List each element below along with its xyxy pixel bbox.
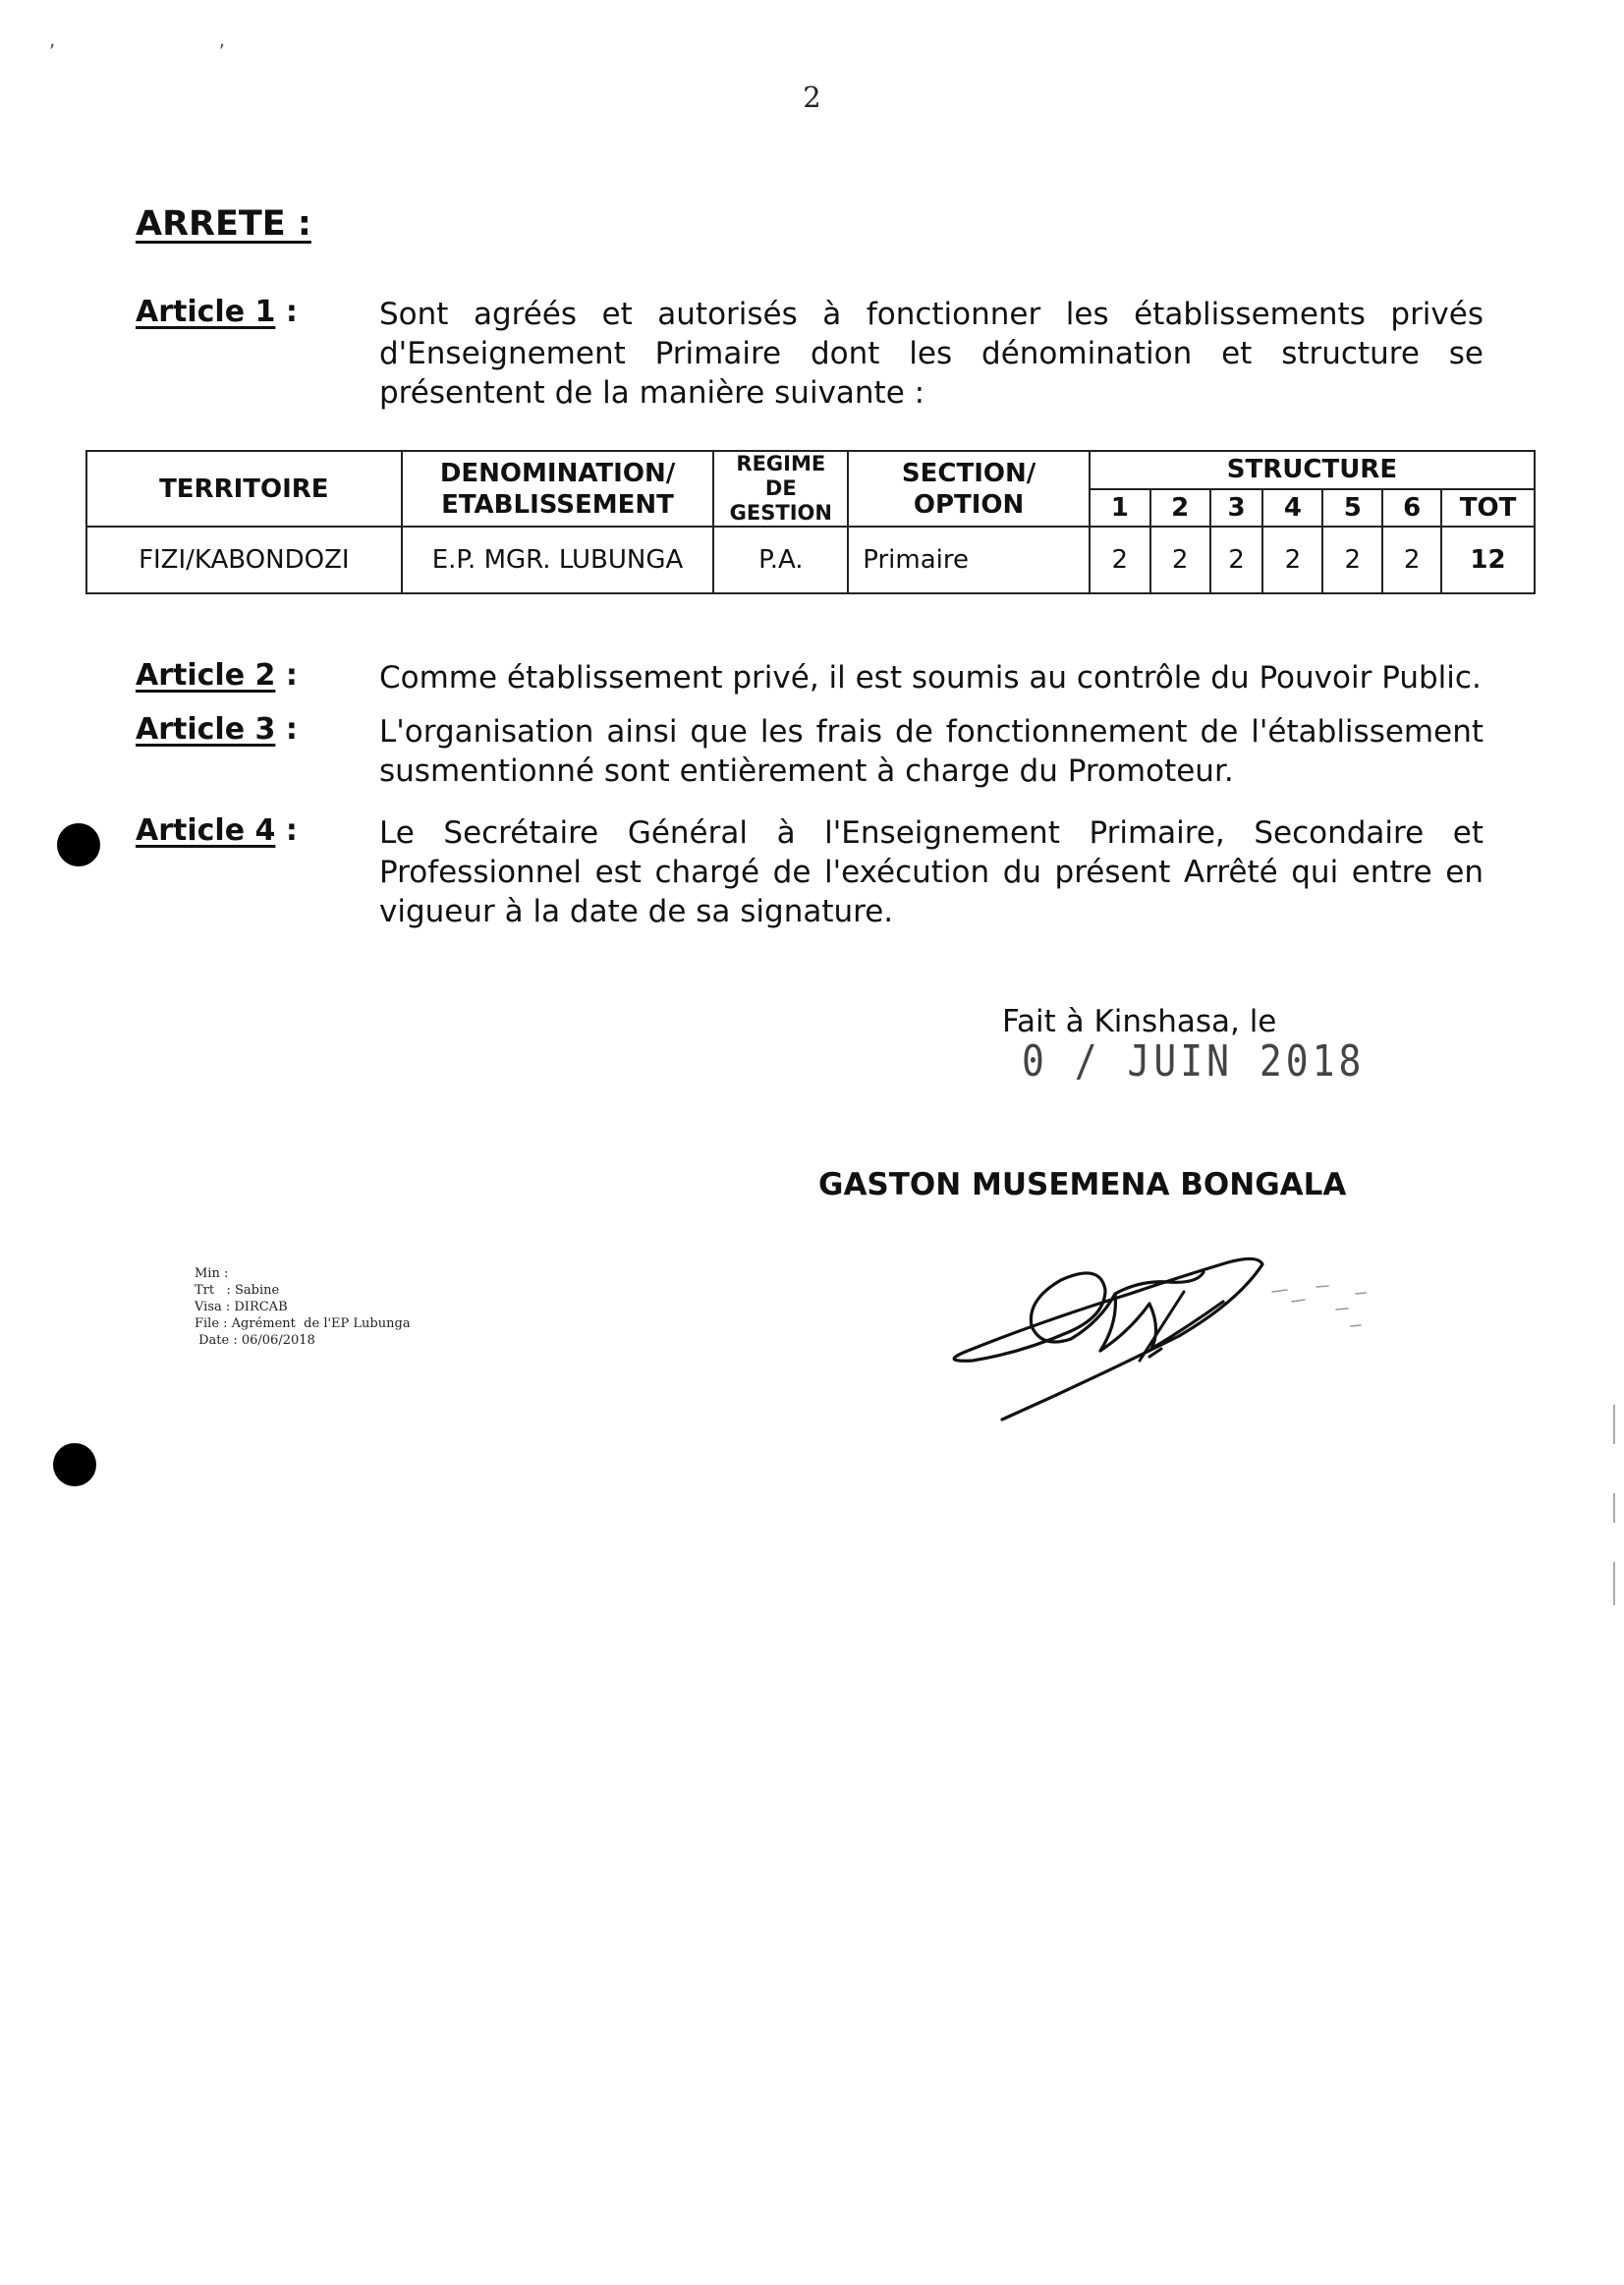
header-year-3: 3 bbox=[1210, 489, 1263, 528]
date-stamp: 0 / JUIN 2018 bbox=[1022, 1035, 1366, 1087]
page-number: 2 bbox=[803, 81, 821, 114]
cell-etablissement: E.P. MGR. LUBUNGA bbox=[402, 527, 714, 593]
header-section: SECTION/ OPTION bbox=[848, 451, 1090, 527]
table-header-row bbox=[86, 451, 1535, 489]
article-1-text: Sont agréés et autorisés à fonctionner les établissements privés d'Enseignement Primaire dont les dénomination et structure se présentent de la manière suivante : bbox=[379, 297, 1484, 411]
article-4-text: Le Secrétaire Général à l'Enseignement Primaire, Secondaire et Professionnel est chargé de l'exécution du présent Arrêté qui entre en vigueur à la date de sa signature. bbox=[379, 815, 1484, 929]
header-year-4: 4 bbox=[1262, 489, 1322, 528]
header-total: TOT bbox=[1441, 489, 1535, 528]
memo-min: Min : bbox=[195, 1266, 229, 1281]
signer-name: GASTON MUSEMENA BONGALA bbox=[818, 1167, 1347, 1202]
place-and-date bbox=[1002, 1004, 1624, 1087]
scan-specks: , , bbox=[49, 28, 305, 51]
cell-total: 12 bbox=[1441, 527, 1535, 593]
article-2-label: Article 2 : bbox=[136, 658, 298, 693]
routing-memo bbox=[195, 1265, 411, 1349]
header-year-6: 6 bbox=[1382, 489, 1441, 528]
header-year-5: 5 bbox=[1322, 489, 1382, 528]
article-3-text: L'organisation ainsi que les frais de fonctionnement de l'établissement susmentionné sont entièrement à charge du Promoteur. bbox=[379, 714, 1484, 789]
cell-year-5: 2 bbox=[1322, 527, 1382, 593]
header-structure: STRUCTURE bbox=[1090, 451, 1535, 489]
cell-section: Primaire bbox=[848, 527, 1090, 593]
decree-heading: ARRETE : bbox=[136, 204, 311, 244]
header-regime: REGIME DE GESTION bbox=[713, 451, 848, 527]
article-1-label: Article 1 : bbox=[136, 295, 298, 329]
cell-year-3: 2 bbox=[1210, 527, 1263, 593]
header-year-1: 1 bbox=[1090, 489, 1150, 528]
cell-year-1: 2 bbox=[1090, 527, 1150, 593]
scan-edge-mark bbox=[1613, 1562, 1615, 1605]
header-denomination: DENOMINATION/ ETABLISSEMENT bbox=[402, 451, 714, 527]
cell-territoire: FIZI/KABONDOZI bbox=[86, 527, 402, 593]
scan-edge-mark bbox=[1613, 1405, 1615, 1444]
punch-hole bbox=[57, 823, 100, 866]
article-3-label: Article 3 : bbox=[136, 712, 298, 747]
article-2-text: Comme établissement privé, il est soumis au contrôle du Pouvoir Public. bbox=[379, 660, 1482, 696]
memo-trt: Trt : Sabine bbox=[195, 1283, 280, 1298]
scan-edge-mark bbox=[1613, 1493, 1615, 1523]
header-territoire: TERRITOIRE bbox=[86, 451, 402, 527]
place-text: Fait à Kinshasa, le bbox=[1002, 1004, 1277, 1039]
schools-table bbox=[85, 450, 1536, 594]
memo-file: File : Agrément de l'EP Lubunga bbox=[195, 1316, 411, 1331]
cell-year-4: 2 bbox=[1262, 527, 1322, 593]
handwritten-signature bbox=[943, 1233, 1415, 1439]
table-row bbox=[86, 527, 1535, 593]
header-year-2: 2 bbox=[1150, 489, 1210, 528]
article-4-label: Article 4 : bbox=[136, 813, 298, 848]
memo-visa: Visa : DIRCAB bbox=[195, 1300, 288, 1314]
cell-regime: P.A. bbox=[713, 527, 848, 593]
cell-year-2: 2 bbox=[1150, 527, 1210, 593]
cell-year-6: 2 bbox=[1382, 527, 1441, 593]
memo-date: Date : 06/06/2018 bbox=[195, 1333, 315, 1348]
punch-hole bbox=[53, 1443, 96, 1486]
